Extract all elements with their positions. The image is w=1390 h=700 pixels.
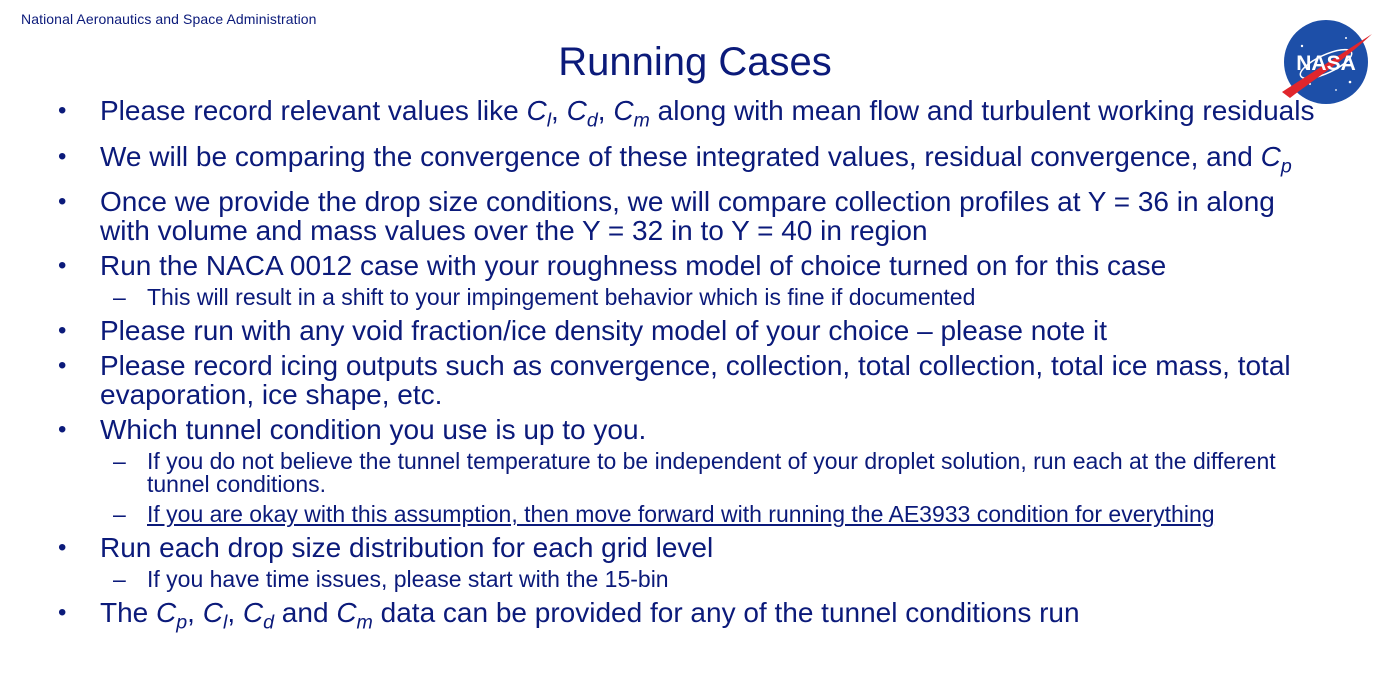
logo-text: NASA	[1296, 52, 1356, 75]
sub-bullet-dash: –	[113, 566, 126, 593]
bullet-list	[0, 96, 1390, 644]
sub-bullet-dash: –	[113, 448, 126, 475]
bullet-dot: •	[58, 416, 67, 444]
agency-name: National Aeronautics and Space Administration	[21, 11, 317, 27]
bullet-dot: •	[58, 188, 67, 216]
bullet-dot: •	[58, 252, 67, 280]
sub-list-item: – This will result in a shift to your impingement behavior which is fine if documented	[113, 284, 976, 311]
list-item: • The $C_p$, $C_l$, $C_d$ and $C_m$ data can be provided for any of the tunnel conditions run	[58, 597, 1080, 634]
list-item: • Please record icing outputs such as convergence, collection, total collection, total ice mass, total evaporation, ice shape, etc.	[58, 350, 1291, 411]
sub-bullet-dash: –	[113, 501, 126, 528]
list-item: • Please run with any void fraction/ice density model of your choice – please note it	[58, 315, 1108, 347]
nasa-logo	[1280, 18, 1372, 106]
list-item: • Once we provide the drop size conditions, we will compare collection profiles at Y = 36 in along with volume and mass values over the Y = 32 in to Y = 40 in region	[58, 186, 1275, 247]
sub-list-item: – If you have time issues, please start with the 15-bin	[113, 566, 669, 593]
bullet-dot: •	[58, 317, 67, 345]
bullet-dot: •	[58, 599, 67, 627]
bullet-dot: •	[58, 352, 67, 380]
underlined-note: If you are okay with this assumption, then move forward with running the AE3933 condition for everything	[147, 501, 1215, 528]
bullet-dot: •	[58, 142, 67, 170]
bullet-dot: •	[58, 534, 67, 562]
list-item: • We will be comparing the convergence of these integrated values, residual convergence, and $C_p$	[58, 140, 1292, 178]
list-item: • Run the NACA 0012 case with your roughness model of choice turned on for this case	[58, 250, 1167, 282]
sub-bullet-dash: –	[113, 284, 126, 311]
page-title: Running Cases	[558, 40, 832, 84]
sub-list-item	[0, 503, 1390, 526]
list-item: • Please record relevant values like $C_l$, $C_d$, $C_m$ along with mean flow and turbulent working residuals	[58, 95, 1315, 132]
list-item: • Which tunnel condition you use is up to you.	[58, 414, 647, 446]
bullet-dot: •	[58, 97, 67, 124]
list-item: • Run each drop size distribution for each grid level	[58, 532, 714, 564]
sub-list-item: – If you do not believe the tunnel temperature to be independent of your droplet solution, run each at the different tunnel conditions.	[113, 448, 1276, 498]
